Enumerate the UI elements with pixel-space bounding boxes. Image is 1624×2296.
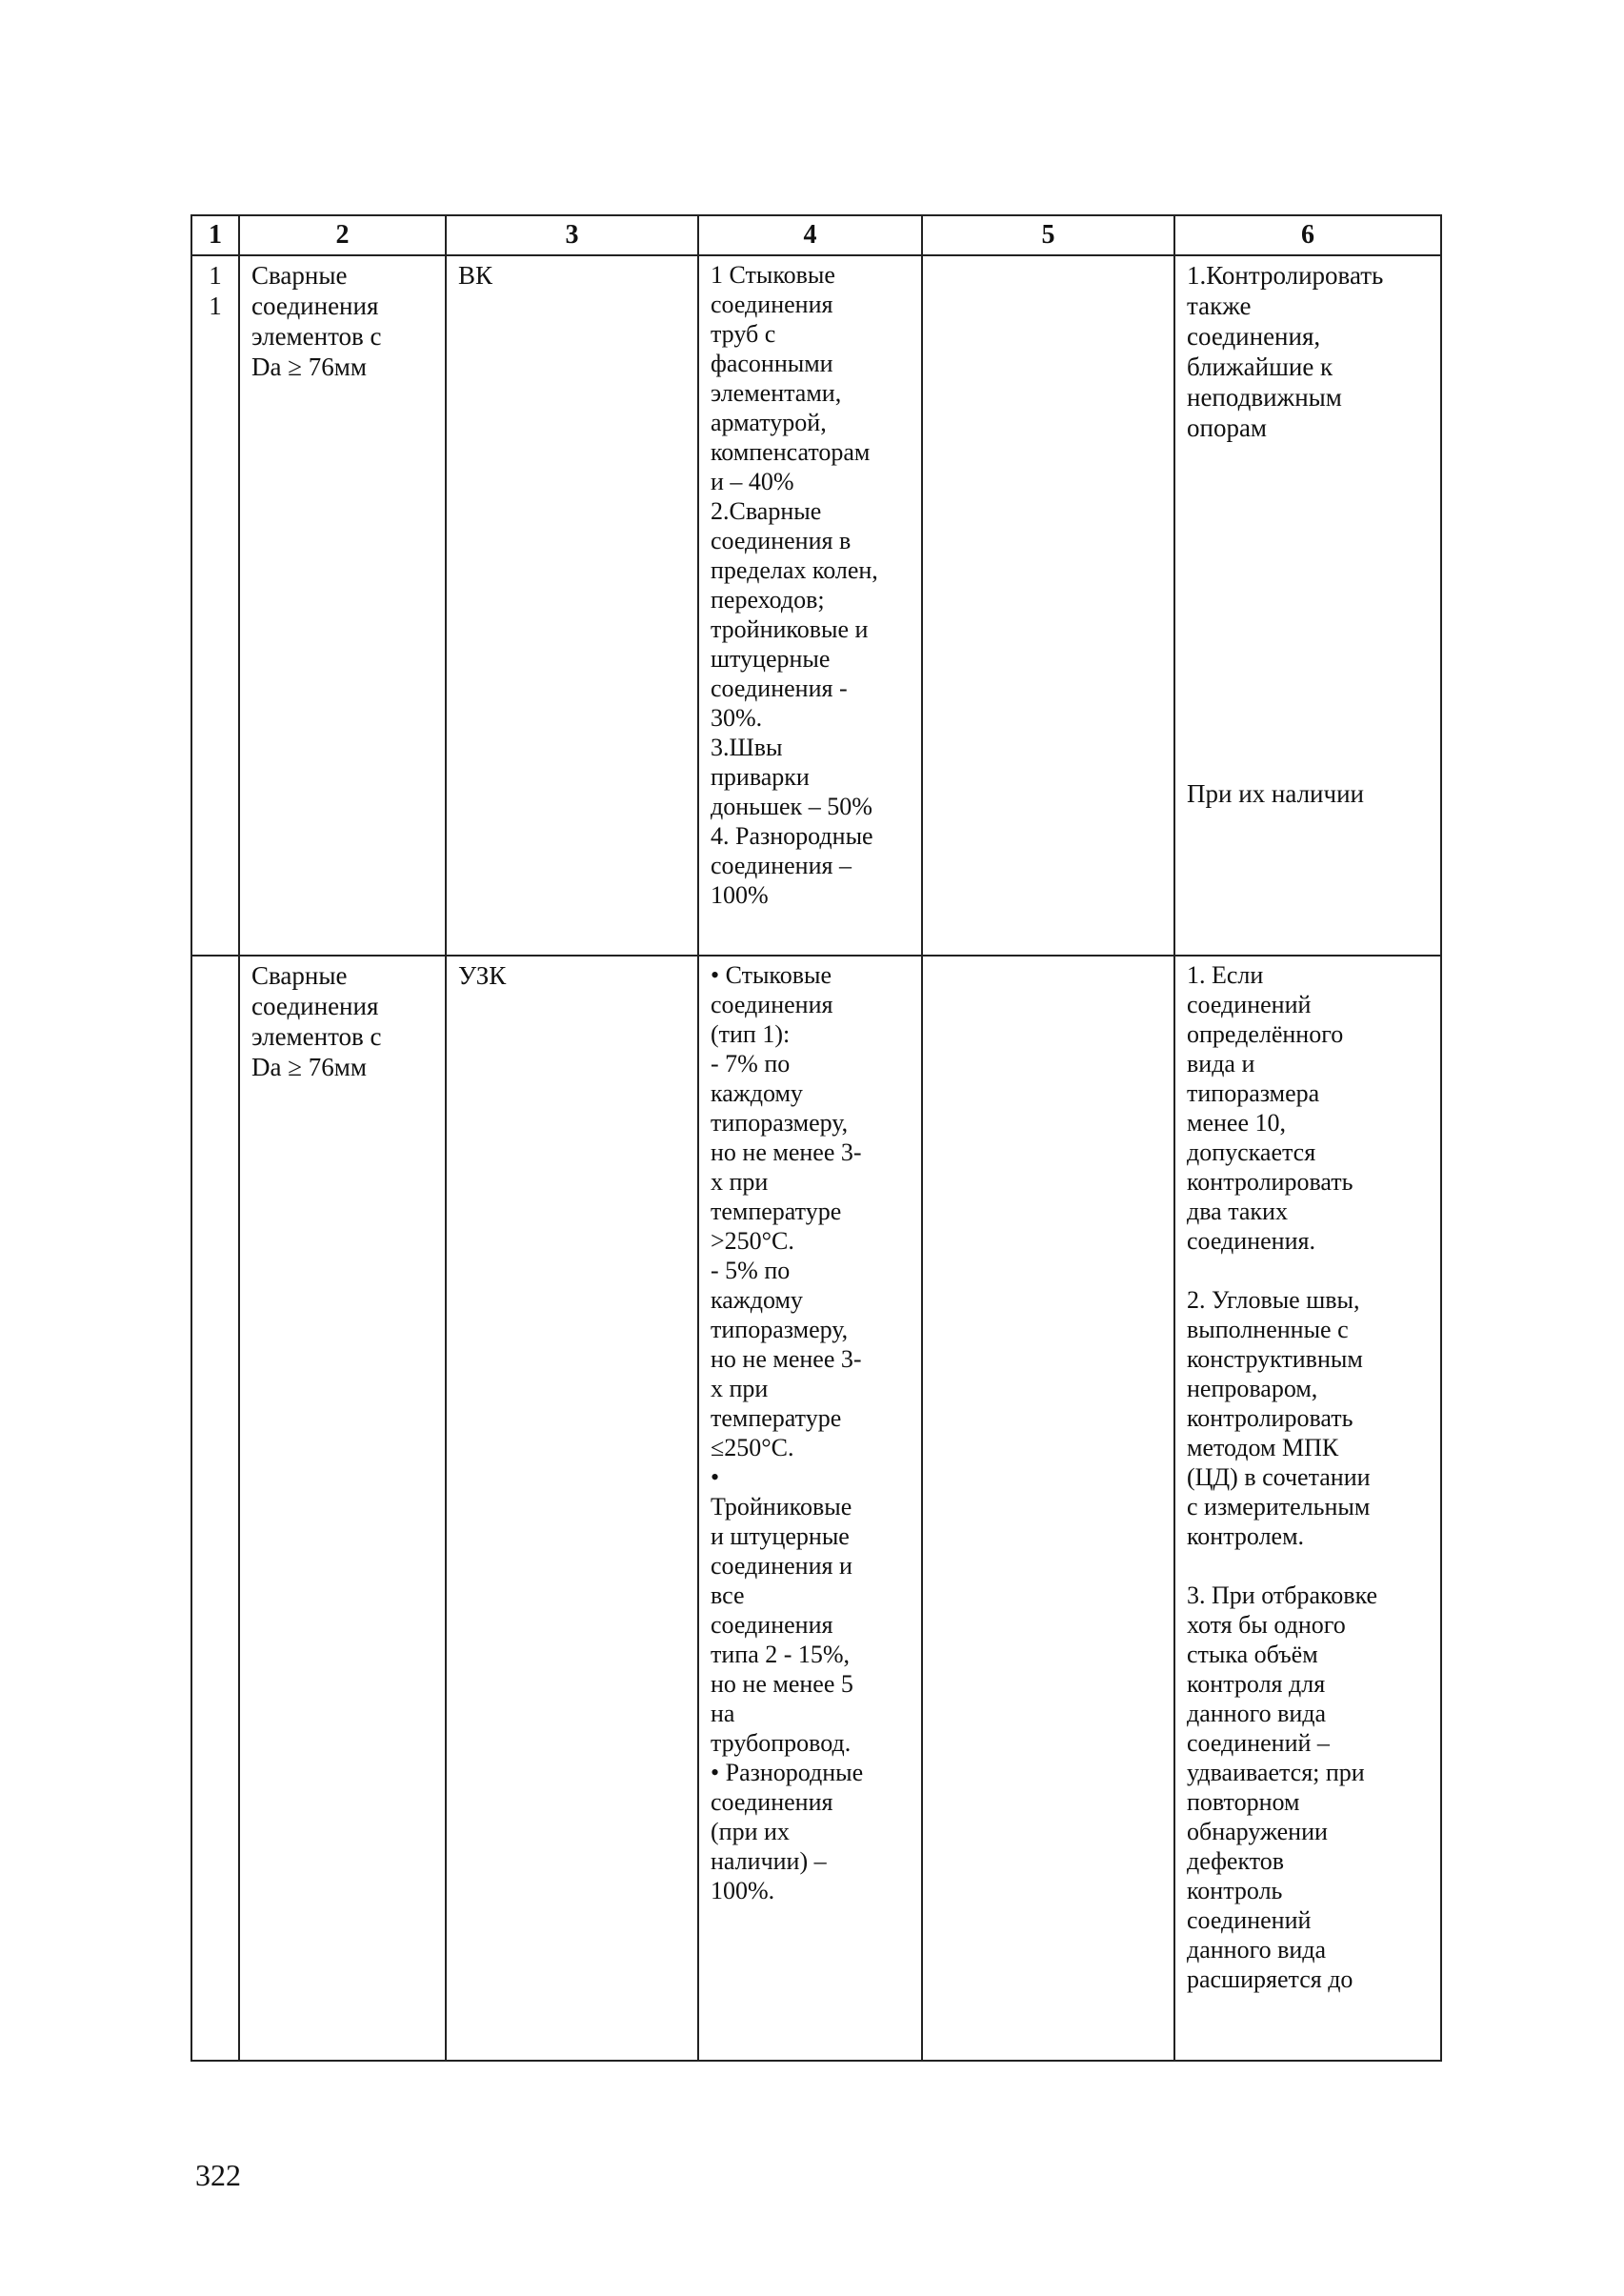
notes-cell: 1.Контролировать также соединения, ближайшие к неподвижным опорам При их наличии — [1174, 255, 1441, 956]
header-col-4: 4 — [698, 215, 922, 255]
page-number: 322 — [195, 2158, 241, 2192]
table-header — [191, 215, 1441, 255]
inspection-table — [190, 214, 1442, 2062]
header-col-3: 3 — [446, 215, 698, 255]
method-cell: УЗК — [446, 956, 698, 2061]
row-number-cell — [191, 956, 239, 2061]
table-row — [191, 255, 1441, 956]
col5-cell — [922, 956, 1174, 2061]
scope-cell: 1 Стыковые соединения труб с фасонными элементами, арматурой, компенсаторам и – 40% 2.Сварные соединения в пределах колен, переходов; тройниковые и штуцерные соединения - 30%. 3.Швы приварки доньшек – 50% 4. Разнородные соединения – 100% — [698, 255, 922, 956]
notes-cell: 1. Если соединений определённого вида и типоразмера менее 10, допускается контролировать два таких соединения. 2. Угловые швы, выполненные с конструктивным непроваром, контролировать методом МПК (ЦД) в сочетании с измерительным контролем. 3. При отбраковке хотя бы одного стыка объём контроля для данного вида соединений – удваивается; при повторном обнаружении дефектов контроль соединений данного вида расширяется до — [1174, 956, 1441, 2061]
element-cell: Сварные соединения элементов с Da ≥ 76мм — [239, 255, 446, 956]
header-col-5: 5 — [922, 215, 1174, 255]
scope-cell: • Стыковые соединения (тип 1): - 7% по каждому типоразмеру, но не менее 3- х при температуре >250°С. - 5% по каждому типоразмеру, но не менее 3- х при температуре ≤250°С. • Тройниковые и штуцерные соединения и все соединения типа 2 - 15%, но не менее 5 на трубопровод. • Разнородные соединения (при их наличии) – 100%. — [698, 956, 922, 2061]
row-number-cell: 1 1 — [191, 255, 239, 956]
header-col-6: 6 — [1174, 215, 1441, 255]
element-cell: Сварные соединения элементов с Da ≥ 76мм — [239, 956, 446, 2061]
header-col-2: 2 — [239, 215, 446, 255]
method-cell: ВК — [446, 255, 698, 956]
col5-cell — [922, 255, 1174, 956]
table-row — [191, 956, 1441, 2061]
header-col-1: 1 — [191, 215, 239, 255]
header-row — [191, 215, 1441, 255]
